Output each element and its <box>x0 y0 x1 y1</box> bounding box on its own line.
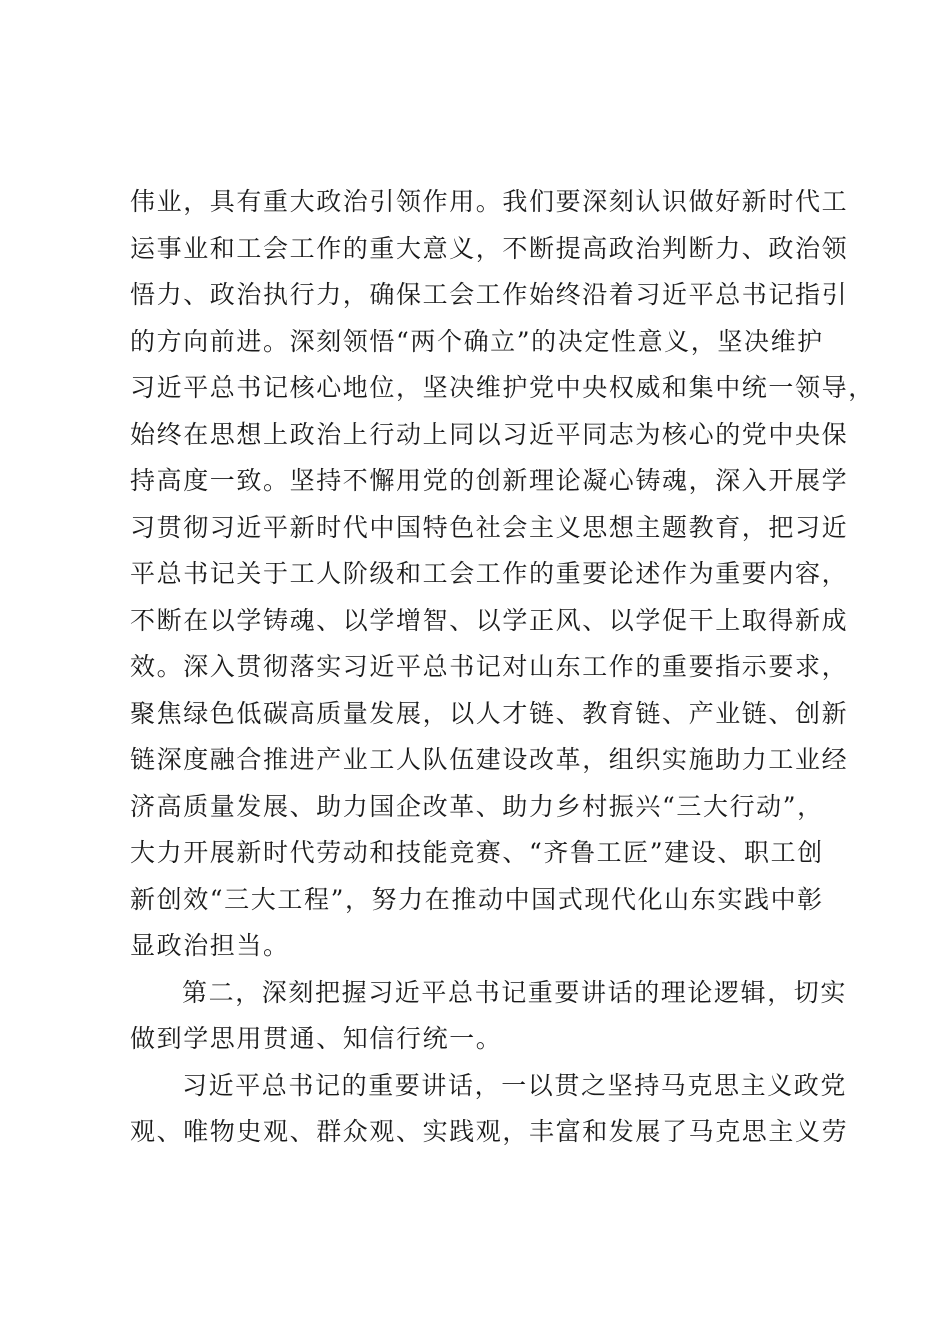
text-line: 的方向前进。深刻领悟“两个确立”的决定性意义，坚决维护 <box>130 326 824 356</box>
text-line: 链深度融合推进产业工人队伍建设改革，组织实施助力工业经 <box>130 745 849 774</box>
text-line: 习近平总书记核心地位，坚决维护党中央权威和集中统一领导， <box>130 373 875 402</box>
text-line: 始终在思想上政治上行动上同以习近平同志为核心的党中央保 <box>130 419 849 449</box>
text-line: 伟业，具有重大政治引领作用。我们要深刻认识做好新时代工 <box>130 187 849 216</box>
text-line: 显政治担当。 <box>130 931 290 960</box>
section-heading-line: 做到学思用贯通、知信行统一。 <box>130 1024 503 1053</box>
text-line: 效。深入贯彻落实习近平总书记对山东工作的重要指示要求， <box>130 652 849 681</box>
text-line: 持高度一致。坚持不懈用党的创新理论凝心铸魂，深入开展学 <box>130 466 849 495</box>
text-line: 悟力、政治执行力，确保工会工作始终沿着习近平总书记指引 <box>130 280 849 309</box>
body-text <box>130 179 875 1156</box>
text-line: 不断在以学铸魂、以学增智、以学正风、以学促干上取得新成 <box>130 605 849 635</box>
text-line: 大力开展新时代劳动和技能竞赛、“齐鲁工匠”建设、职工创 <box>130 838 824 867</box>
section-heading-line: 第二，深刻把握习近平总书记重要讲话的理论逻辑，切实 <box>182 977 848 1007</box>
text-line: 新创效“三大工程”，努力在推动中国式现代化山东实践中彰 <box>130 884 824 914</box>
text-line: 习贯彻习近平新时代中国特色社会主义思想主题教育，把习近 <box>130 512 849 542</box>
text-line: 习近平总书记的重要讲话，一以贯之坚持马克思主义政党 <box>182 1070 848 1100</box>
text-line: 运事业和工会工作的重大意义，不断提高政治判断力、政治领 <box>130 233 849 263</box>
text-line: 平总书记关于工人阶级和工会工作的重要论述作为重要内容， <box>130 559 849 588</box>
text-line: 聚焦绿色低碳高质量发展，以人才链、教育链、产业链、创新 <box>130 698 849 728</box>
text-line: 观、唯物史观、群众观、实践观，丰富和发展了马克思主义劳 <box>130 1117 849 1146</box>
text-line: 济高质量发展、助力国企改革、助力乡村振兴“三大行动”， <box>130 791 824 821</box>
